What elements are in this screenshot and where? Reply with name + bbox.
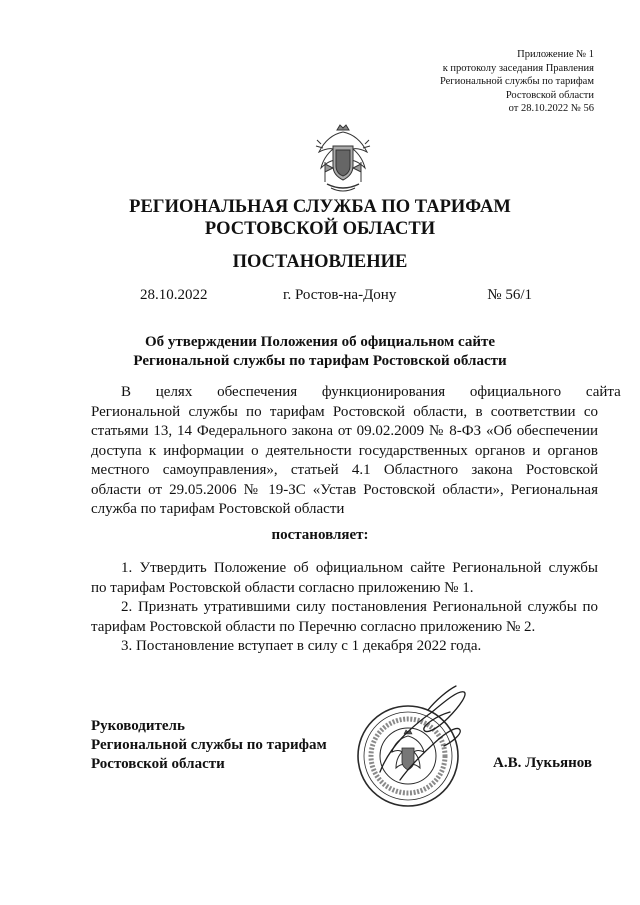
decree-word: постановляет: — [271, 527, 369, 543]
preamble-line: Региональной службы по тарифам Ростовской области, в соответствии со — [91, 403, 598, 420]
subject-line: Об утверждении Положения об официальном сайте — [144, 334, 496, 350]
subject-line: Региональной службы по тарифам Ростовской области — [133, 352, 507, 369]
signer-title-line: Руководитель — [91, 718, 185, 734]
decree-item-line: 3. Постановление вступает в силу с 1 декабря 2022 года. — [121, 638, 482, 654]
signer-title — [91, 717, 327, 774]
preamble-line: местного самоуправления», статьей 4.1 Областного закона Ростовской — [91, 462, 598, 478]
agency-name-line: РОСТОВСКОЙ ОБЛАСТИ — [204, 219, 436, 239]
appendix-line: Ростовской области — [505, 89, 594, 101]
appendix-line: от 28.10.2022 № 56 — [508, 103, 594, 114]
official-seal-icon — [340, 676, 490, 816]
document-type: ПОСТАНОВЛЕНИЕ — [232, 252, 408, 272]
agency-name — [0, 196, 640, 240]
preamble-line: статьями 13, 14 Федерального закона от 09.02.2009 № 8-ФЗ «Об обеспечении — [91, 423, 598, 439]
document-number: № 56/1 — [487, 287, 532, 303]
preamble-line: доступа к информации о деятельности государственных органов и органов — [91, 442, 598, 459]
decree-items — [91, 559, 598, 657]
document-date: 28.10.2022 — [140, 287, 208, 303]
preamble-line: служба по тарифам Ростовской области — [91, 501, 345, 517]
decree-item-line: по тарифам Ростовской области согласно приложению № 1. — [91, 579, 474, 596]
appendix-note — [440, 48, 594, 116]
appendix-line: Приложение № 1 — [517, 49, 594, 60]
coat-of-arms-icon — [311, 122, 375, 194]
decree-item-line: 1. Утвердить Положение об официальном сайте Региональной службы — [121, 560, 598, 576]
agency-name-line: РЕГИОНАЛЬНАЯ СЛУЖБА ПО ТАРИФАМ — [129, 197, 511, 217]
preamble-line: области от 29.05.2006 № 19-ЗС «Устав Ростовской области», Региональная — [91, 481, 598, 498]
decree-item-line: тарифам Ростовской области по Перечню согласно приложению № 2. — [91, 618, 536, 635]
preamble-line: В целях обеспечения функционирования официального сайта — [121, 384, 621, 400]
signer-name: А.В. Лукьянов — [493, 755, 592, 771]
document-subject — [0, 333, 640, 370]
appendix-line: Региональной службы по тарифам — [439, 76, 594, 87]
appendix-line: к протоколу заседания Правления — [442, 62, 594, 74]
document-city: г. Ростов-на-Дону — [283, 287, 397, 303]
decree-item-line: 2. Признать утратившими силу постановления Региональной службы по — [121, 599, 598, 615]
signer-title-line: Региональной службы по тарифам — [91, 737, 327, 753]
preamble-paragraph — [91, 383, 621, 520]
signer-title-line: Ростовской области — [91, 756, 225, 772]
